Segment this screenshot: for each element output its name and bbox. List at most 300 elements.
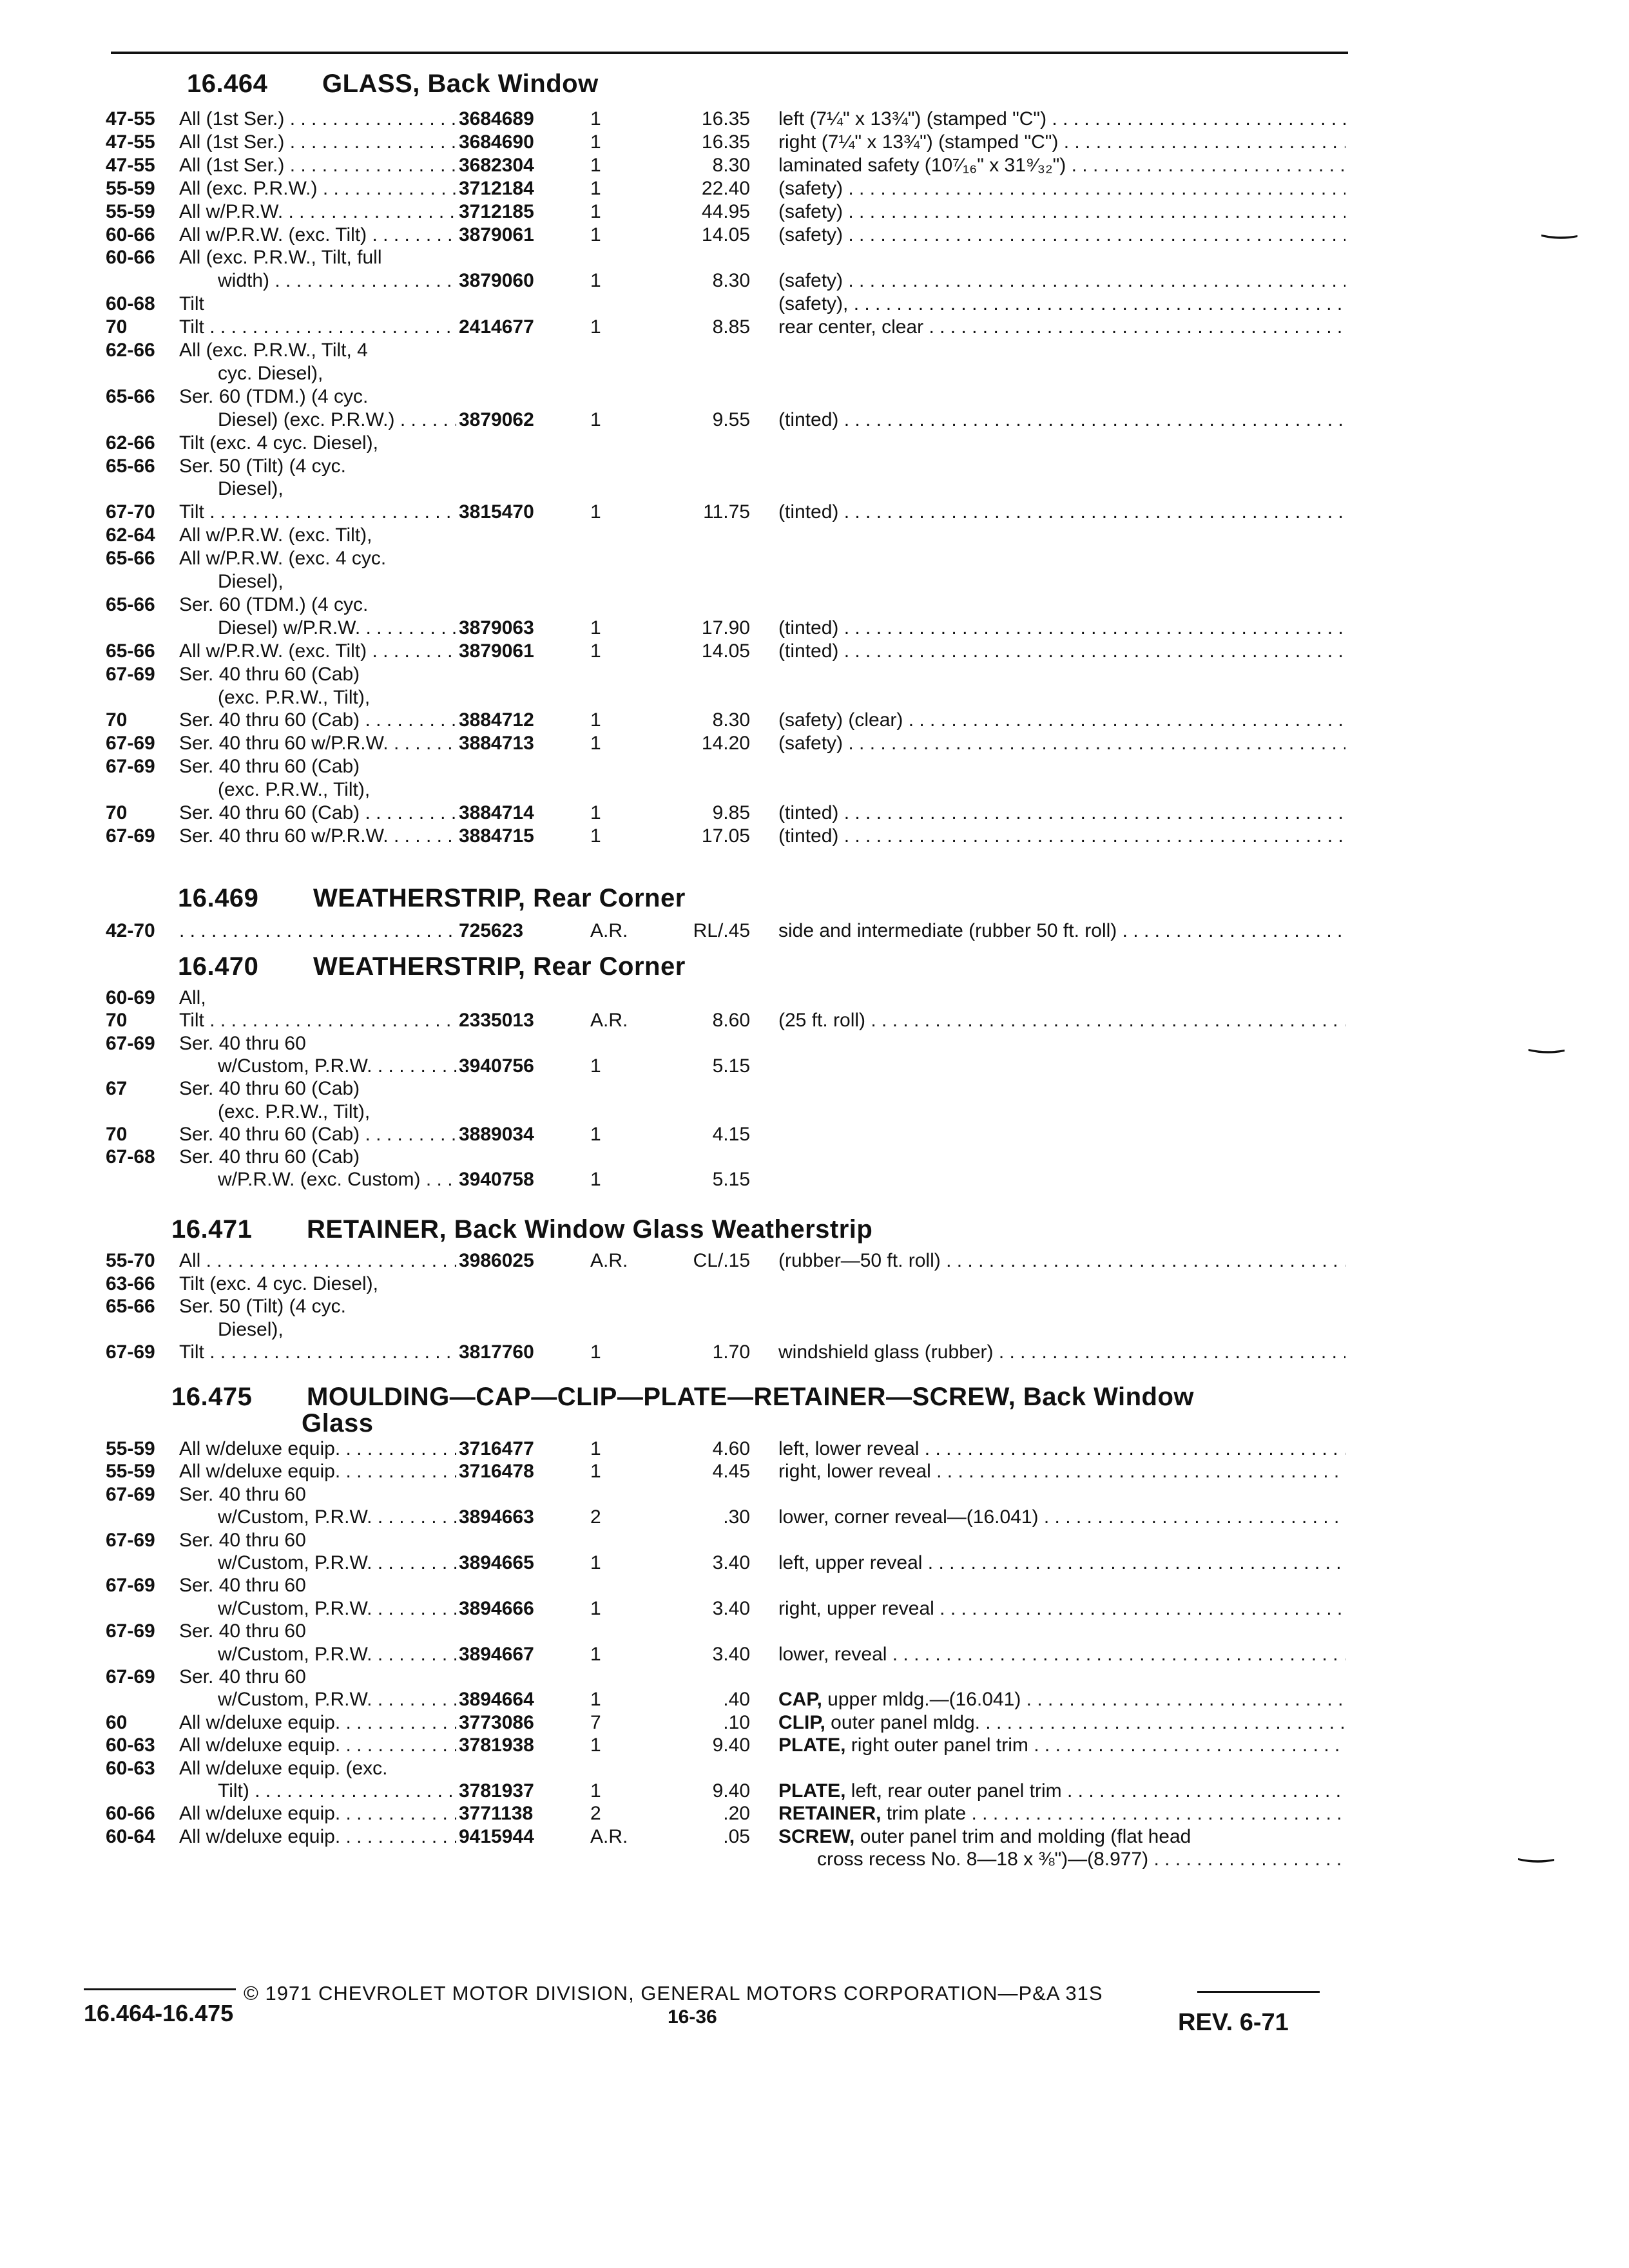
price: 8.60 xyxy=(712,1010,750,1031)
parts-row xyxy=(0,1644,1629,1666)
model-years: 65-66 xyxy=(106,594,155,615)
model-years: 62-66 xyxy=(106,432,155,454)
application: All w/P.R.W. (exc. 4 cyc. xyxy=(179,548,387,569)
description-text: (tinted) xyxy=(778,802,839,823)
parts-row xyxy=(0,802,1629,824)
application: Tilt xyxy=(179,293,204,314)
description-text: (safety) xyxy=(778,270,843,291)
application: Ser. 40 thru 60 (Cab) xyxy=(179,1146,360,1168)
price: 9.55 xyxy=(712,409,750,430)
model-years: 65-66 xyxy=(106,386,155,407)
description xyxy=(778,155,1345,177)
description-text: (safety) xyxy=(778,733,843,754)
quantity: 1 xyxy=(590,1735,601,1756)
price: 14.20 xyxy=(701,733,750,754)
description xyxy=(778,1780,1345,1802)
application: w/P.R.W. (exc. Custom) . . . xyxy=(179,1169,456,1191)
footer-section-range: 16.464-16.475 xyxy=(84,2000,234,2026)
parts-row xyxy=(0,1078,1629,1100)
parts-row xyxy=(0,270,1629,292)
description xyxy=(778,131,1345,153)
description xyxy=(778,1644,1345,1666)
description-keyword: CAP, xyxy=(778,1689,822,1710)
part-number: 3682304 xyxy=(459,155,534,176)
application: Tilt (exc. 4 cyc. Diesel), xyxy=(179,1273,378,1294)
description-text: right outer panel trim xyxy=(845,1735,1028,1756)
application: Tilt . . . xyxy=(179,501,456,523)
description xyxy=(778,409,1345,431)
description xyxy=(778,1735,1345,1756)
parts-row xyxy=(0,432,1629,454)
description-text: laminated safety (10⁷⁄₁₆" x 31⁹⁄₃₂") xyxy=(778,155,1066,176)
price: 9.85 xyxy=(712,802,750,823)
application: Ser. 40 thru 60 w/P.R.W. . . . xyxy=(179,733,456,754)
parts-row xyxy=(0,779,1629,801)
parts-row xyxy=(0,1484,1629,1506)
application: Ser. 40 thru 60 xyxy=(179,1530,306,1551)
margin-tick-mark xyxy=(1517,1857,1556,1863)
price: .10 xyxy=(723,1712,750,1733)
description xyxy=(778,1506,1345,1528)
parts-row xyxy=(0,920,1629,942)
part-number: 3894664 xyxy=(459,1689,534,1710)
quantity: 1 xyxy=(590,825,601,847)
description xyxy=(778,1803,1345,1825)
description xyxy=(778,293,1345,315)
model-years: 60-66 xyxy=(106,224,155,245)
parts-row xyxy=(0,1530,1629,1552)
application: All w/deluxe equip. . . . xyxy=(179,1803,456,1825)
parts-row xyxy=(0,1735,1629,1756)
model-years: 67-69 xyxy=(106,664,155,685)
margin-tick-mark xyxy=(1540,233,1579,240)
model-years: 70 xyxy=(106,316,128,338)
application: Ser. 40 thru 60 xyxy=(179,1575,306,1596)
description xyxy=(778,617,1345,639)
part-number: 3940758 xyxy=(459,1169,534,1190)
description-text: (safety), xyxy=(778,293,849,314)
footer-copyright: © 1971 CHEVROLET MOTOR DIVISION, GENERAL MOTORS CORPORATION—P&A 31S xyxy=(244,1982,1103,2004)
description-text: right (7¼" x 13¾") (stamped "C") xyxy=(778,131,1059,153)
description-text: outer panel mldg. xyxy=(825,1712,980,1733)
description-text: (safety) xyxy=(778,224,843,245)
quantity: 1 xyxy=(590,733,601,754)
price: 16.35 xyxy=(701,131,750,153)
description-text: right, lower reveal xyxy=(778,1461,931,1482)
model-years: 60-64 xyxy=(106,1826,155,1847)
application: All (exc. P.R.W.) . . . xyxy=(179,178,456,200)
model-years: 42-70 xyxy=(106,920,155,941)
application: All w/P.R.W. (exc. Tilt) . . . xyxy=(179,640,456,662)
model-years: 62-66 xyxy=(106,340,155,361)
price: 4.60 xyxy=(712,1438,750,1459)
part-number: 3884714 xyxy=(459,802,534,823)
model-years: 62-64 xyxy=(106,524,155,546)
part-number: 3894667 xyxy=(459,1644,534,1665)
description xyxy=(778,1010,1345,1032)
footer-page-number: 16-36 xyxy=(668,2006,717,2028)
application: cyc. Diesel), xyxy=(179,363,323,384)
application: Ser. 40 thru 60 (Cab) xyxy=(179,1078,360,1099)
application: All (1st Ser.) . . . xyxy=(179,155,456,177)
model-years: 60-66 xyxy=(106,1803,155,1824)
footer-revision: REV. 6-71 xyxy=(1178,2009,1289,2036)
parts-row xyxy=(0,1620,1629,1642)
application: Diesel), xyxy=(179,1319,284,1340)
description-keyword: RETAINER, xyxy=(778,1803,882,1824)
model-years: 67-69 xyxy=(106,733,155,754)
price: 22.40 xyxy=(701,178,750,199)
part-number: 3781937 xyxy=(459,1780,534,1802)
description-text: left (7¼" x 13¾") (stamped "C") xyxy=(778,108,1047,130)
part-number: 3712184 xyxy=(459,178,534,199)
application: Tilt) . . . xyxy=(179,1780,456,1802)
price: 9.40 xyxy=(712,1780,750,1802)
model-years: 47-55 xyxy=(106,155,155,176)
description xyxy=(778,825,1345,847)
description-text: right, upper reveal xyxy=(778,1598,934,1619)
description xyxy=(778,709,1345,731)
price: 16.35 xyxy=(701,108,750,130)
application: Ser. 60 (TDM.) (4 cyc. xyxy=(179,594,369,615)
parts-row xyxy=(0,1055,1629,1077)
parts-row xyxy=(0,108,1629,130)
description-text: windshield glass (rubber) xyxy=(778,1341,994,1363)
parts-row xyxy=(0,640,1629,662)
part-number: 3712185 xyxy=(459,201,534,222)
application: Ser. 40 thru 60 (Cab) . . . xyxy=(179,1124,456,1146)
application: Diesel) w/P.R.W. . . . xyxy=(179,617,456,639)
quantity: 1 xyxy=(590,1124,601,1145)
application: All w/P.R.W. (exc. Tilt), xyxy=(179,524,372,546)
parts-row xyxy=(0,131,1629,153)
application: All w/P.R.W. . . . xyxy=(179,201,456,223)
part-number: 2414677 xyxy=(459,316,534,338)
part-number: 3815470 xyxy=(459,501,534,523)
price: CL/.15 xyxy=(693,1250,750,1271)
description-keyword: CLIP, xyxy=(778,1712,825,1733)
parts-row xyxy=(0,224,1629,246)
application: All w/deluxe equip. . . . xyxy=(179,1735,456,1756)
parts-row xyxy=(0,1296,1629,1318)
model-years: 55-59 xyxy=(106,201,155,222)
description-text: (25 ft. roll) xyxy=(778,1010,866,1031)
application: Ser. 40 thru 60 (Cab) xyxy=(179,756,360,777)
description-text: (tinted) xyxy=(778,409,839,430)
description xyxy=(778,920,1345,942)
price: 3.40 xyxy=(712,1598,750,1619)
application: Tilt (exc. 4 cyc. Diesel), xyxy=(179,432,378,454)
part-number: 3684690 xyxy=(459,131,534,153)
application: All, xyxy=(179,987,206,1008)
application: w/Custom, P.R.W. . . . xyxy=(179,1055,456,1077)
part-number: 3894666 xyxy=(459,1598,534,1619)
model-years: 67-69 xyxy=(106,1666,155,1687)
parts-row xyxy=(0,363,1629,385)
model-years: 55-70 xyxy=(106,1250,155,1271)
price: 17.05 xyxy=(701,825,750,847)
price: 14.05 xyxy=(701,640,750,662)
section-title-text: MOULDING—CAP—CLIP—PLATE—RETAINER—SCREW, Back Window xyxy=(307,1383,1195,1411)
section-number: 16.470 xyxy=(178,952,259,981)
part-number: 2335013 xyxy=(459,1010,534,1031)
application: All w/deluxe equip. . . . xyxy=(179,1461,456,1483)
parts-row xyxy=(0,1575,1629,1597)
quantity: 1 xyxy=(590,1644,601,1665)
section-heading xyxy=(171,1383,1194,1438)
description-text: left, upper reveal xyxy=(778,1552,923,1573)
quantity: 2 xyxy=(590,1803,601,1824)
model-years: 70 xyxy=(106,709,128,731)
model-years: 65-66 xyxy=(106,548,155,569)
description xyxy=(778,1712,1345,1734)
model-years: 70 xyxy=(106,1010,128,1031)
model-years: 67-69 xyxy=(106,1530,155,1551)
model-years: 60-69 xyxy=(106,987,155,1008)
parts-row xyxy=(0,1461,1629,1483)
quantity: 1 xyxy=(590,201,601,222)
description xyxy=(778,1598,1345,1620)
description xyxy=(778,1341,1345,1363)
section-title-continuation: Glass xyxy=(302,1409,374,1437)
application: (exc. P.R.W., Tilt), xyxy=(179,1101,371,1122)
application: Ser. 40 thru 60 (Cab) xyxy=(179,664,360,685)
parts-row xyxy=(0,1273,1629,1295)
section-number: 16.469 xyxy=(178,884,259,912)
model-years: 55-59 xyxy=(106,1461,155,1482)
description xyxy=(778,501,1345,523)
application: All . . . xyxy=(179,1250,456,1272)
description-text: left, lower reveal xyxy=(778,1438,920,1459)
price: 17.90 xyxy=(701,617,750,639)
quantity: 7 xyxy=(590,1712,601,1733)
description-keyword: PLATE, xyxy=(778,1735,846,1756)
parts-row xyxy=(0,247,1629,269)
quantity: 1 xyxy=(590,1438,601,1459)
quantity: 1 xyxy=(590,1780,601,1802)
quantity: 1 xyxy=(590,409,601,430)
quantity: A.R. xyxy=(590,920,628,941)
parts-row xyxy=(0,1169,1629,1191)
quantity: A.R. xyxy=(590,1250,628,1271)
price: 3.40 xyxy=(712,1552,750,1573)
part-number: 725623 xyxy=(459,920,524,941)
parts-row xyxy=(0,1712,1629,1734)
application xyxy=(179,920,456,942)
margin-tick-mark xyxy=(1527,1048,1566,1054)
application: width) . . . xyxy=(179,270,456,292)
application: All w/deluxe equip. . . . xyxy=(179,1438,456,1460)
price: 1.70 xyxy=(712,1341,750,1363)
parts-row xyxy=(0,1506,1629,1528)
parts-row xyxy=(0,386,1629,408)
section-title-text: WEATHERSTRIP, Rear Corner xyxy=(313,884,686,912)
application: Ser. 60 (TDM.) (4 cyc. xyxy=(179,386,369,407)
parts-row xyxy=(0,571,1629,593)
description xyxy=(778,270,1345,292)
model-years: 60-68 xyxy=(106,293,155,314)
application: All (1st Ser.) . . . xyxy=(179,108,456,130)
parts-row xyxy=(0,733,1629,754)
price: 8.30 xyxy=(712,709,750,731)
parts-row xyxy=(0,709,1629,731)
section-heading xyxy=(178,884,686,913)
parts-row xyxy=(0,501,1629,523)
application: Diesel) (exc. P.R.W.) . . . xyxy=(179,409,456,431)
part-number: 3889034 xyxy=(459,1124,534,1145)
parts-row xyxy=(0,1101,1629,1123)
parts-row xyxy=(0,594,1629,616)
application: Diesel), xyxy=(179,478,284,499)
footer-rule-left xyxy=(84,1988,236,1990)
model-years: 60-63 xyxy=(106,1735,155,1756)
description xyxy=(778,1849,1345,1870)
part-number: 3940756 xyxy=(459,1055,534,1077)
parts-row xyxy=(0,1146,1629,1168)
parts-row xyxy=(0,548,1629,570)
description-text: (safety) xyxy=(778,178,843,199)
application: Ser. 40 thru 60 (Cab) . . . xyxy=(179,802,456,824)
model-years: 67-70 xyxy=(106,501,155,523)
model-years: 60-66 xyxy=(106,247,155,268)
application: w/Custom, P.R.W. . . . xyxy=(179,1644,456,1666)
part-number: 9415944 xyxy=(459,1826,534,1847)
part-number: 3684689 xyxy=(459,108,534,130)
model-years: 67 xyxy=(106,1078,128,1099)
price: 8.30 xyxy=(712,155,750,176)
parts-row xyxy=(0,1598,1629,1620)
application: All w/deluxe equip. (exc. xyxy=(179,1758,388,1779)
parts-row xyxy=(0,1010,1629,1032)
parts-row xyxy=(0,687,1629,709)
description-text: left, rear outer panel trim xyxy=(845,1780,1062,1802)
model-years: 67-69 xyxy=(106,1484,155,1505)
model-years: 65-66 xyxy=(106,456,155,477)
description-text: (tinted) xyxy=(778,825,839,847)
application: Ser. 40 thru 60 xyxy=(179,1484,306,1505)
price: 11.75 xyxy=(703,501,750,523)
parts-row xyxy=(0,1689,1629,1711)
part-number: 3716477 xyxy=(459,1438,534,1459)
model-years: 70 xyxy=(106,1124,128,1145)
parts-row xyxy=(0,987,1629,1009)
description-text: (tinted) xyxy=(778,617,839,639)
section-title-text: WEATHERSTRIP, Rear Corner xyxy=(313,952,686,981)
price: 44.95 xyxy=(701,201,750,222)
description-text: lower, reveal xyxy=(778,1644,887,1665)
quantity: 1 xyxy=(590,1689,601,1710)
model-years: 67-69 xyxy=(106,825,155,847)
model-years: 60 xyxy=(106,1712,128,1733)
parts-row xyxy=(0,1849,1629,1870)
price: 4.15 xyxy=(712,1124,750,1145)
parts-row xyxy=(0,1780,1629,1802)
parts-row xyxy=(0,1319,1629,1341)
top-rule xyxy=(111,52,1348,54)
application: All (exc. P.R.W., Tilt, full xyxy=(179,247,382,268)
price: RL/.45 xyxy=(693,920,750,941)
application: Ser. 50 (Tilt) (4 cyc. xyxy=(179,456,346,477)
description-text: upper mldg.—(16.041) xyxy=(822,1689,1021,1710)
parts-row xyxy=(0,293,1629,315)
parts-row xyxy=(0,1438,1629,1460)
description xyxy=(778,1689,1345,1711)
parts-row xyxy=(0,409,1629,431)
part-number: 3986025 xyxy=(459,1250,534,1271)
parts-row xyxy=(0,340,1629,361)
application: Ser. 40 thru 60 (Cab) . . . xyxy=(179,709,456,731)
application: (exc. P.R.W., Tilt), xyxy=(179,687,371,708)
quantity: 1 xyxy=(590,501,601,523)
parts-row xyxy=(0,1803,1629,1825)
parts-row xyxy=(0,756,1629,778)
section-number: 16.471 xyxy=(171,1215,253,1244)
price: 5.15 xyxy=(712,1169,750,1190)
quantity: 1 xyxy=(590,802,601,823)
part-number: 3894665 xyxy=(459,1552,534,1573)
application: Ser. 40 thru 60 xyxy=(179,1033,306,1054)
part-number: 3817760 xyxy=(459,1341,534,1363)
parts-row xyxy=(0,1341,1629,1363)
quantity: 1 xyxy=(590,131,601,153)
section-heading xyxy=(171,1215,872,1244)
parts-row xyxy=(0,178,1629,200)
part-number: 3879061 xyxy=(459,640,534,662)
part-number: 3716478 xyxy=(459,1461,534,1482)
description-text: (safety) xyxy=(778,201,843,222)
quantity: 1 xyxy=(590,224,601,245)
parts-row xyxy=(0,316,1629,338)
quantity: A.R. xyxy=(590,1826,628,1847)
application: Tilt . . . xyxy=(179,316,456,338)
description-keyword: SCREW, xyxy=(778,1826,855,1847)
application: Ser. 40 thru 60 xyxy=(179,1666,306,1687)
application: All w/P.R.W. (exc. Tilt) . . . xyxy=(179,224,456,246)
quantity: 1 xyxy=(590,640,601,662)
application: All (1st Ser.) . . . xyxy=(179,131,456,153)
application: Diesel), xyxy=(179,571,284,592)
model-years: 47-55 xyxy=(106,131,155,153)
model-years: 67-69 xyxy=(106,1575,155,1596)
part-number: 3894663 xyxy=(459,1506,534,1528)
application: w/Custom, P.R.W. . . . xyxy=(179,1689,456,1711)
quantity: 1 xyxy=(590,1598,601,1619)
price: .20 xyxy=(723,1803,750,1824)
quantity: 1 xyxy=(590,1055,601,1077)
price: .40 xyxy=(723,1689,750,1710)
parts-row xyxy=(0,155,1629,177)
description-text: (tinted) xyxy=(778,501,839,523)
model-years: 67-69 xyxy=(106,756,155,777)
price: .05 xyxy=(723,1826,750,1847)
model-years: 55-59 xyxy=(106,178,155,199)
parts-row xyxy=(0,1250,1629,1272)
application: Ser. 40 thru 60 xyxy=(179,1620,306,1642)
description xyxy=(778,316,1345,338)
part-number: 3781938 xyxy=(459,1735,534,1756)
parts-row xyxy=(0,1666,1629,1688)
model-years: 60-63 xyxy=(106,1758,155,1779)
model-years: 67-69 xyxy=(106,1033,155,1054)
model-years: 67-68 xyxy=(106,1146,155,1168)
parts-row xyxy=(0,478,1629,500)
description xyxy=(778,733,1345,754)
quantity: 1 xyxy=(590,1461,601,1482)
price: 4.45 xyxy=(712,1461,750,1482)
parts-row xyxy=(0,1552,1629,1574)
application: w/Custom, P.R.W. . . . xyxy=(179,1598,456,1620)
parts-row xyxy=(0,1758,1629,1780)
